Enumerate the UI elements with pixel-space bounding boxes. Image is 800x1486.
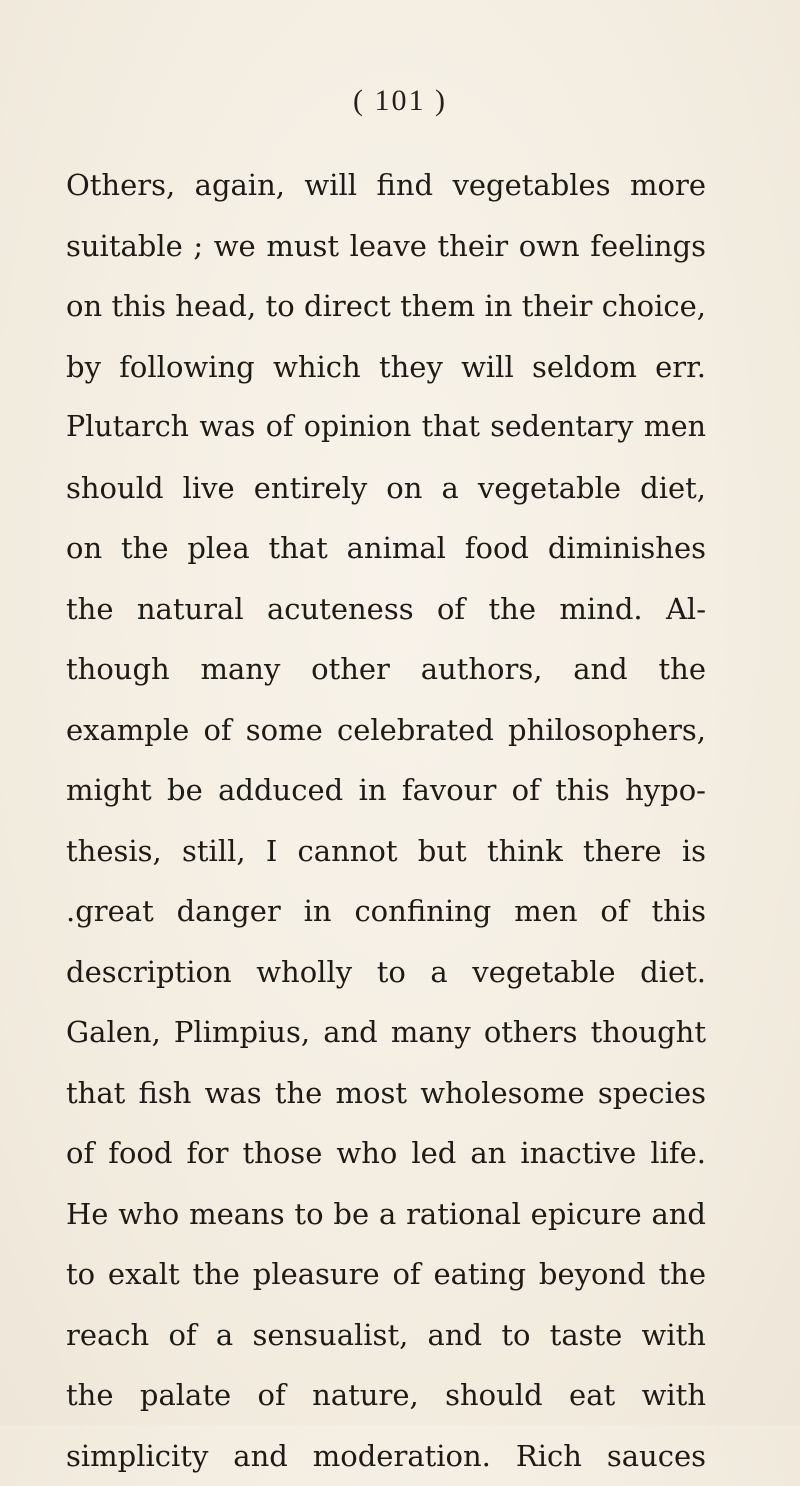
text-line: though many other authors, and the [66,639,706,700]
text-line: the palate of nature, should eat with [66,1365,706,1426]
text-line: on the plea that animal food diminishes [66,518,706,579]
text-line: the natural acuteness of the mind. Al- [66,579,706,640]
text-line: He who means to be a rational epicure and [66,1184,706,1245]
text-line: Others, again, will find vegetables more [66,155,706,216]
text-line: .great danger in confining men of this [66,881,706,942]
text-line: reach of a sensualist, and to taste with [66,1305,706,1366]
text-line: description wholly to a vegetable diet. [66,942,706,1003]
page-number: ( 101 ) [0,84,800,118]
text-line: that fish was the most wholesome species [66,1063,706,1124]
text-line: should live entirely on a vegetable diet, [66,458,706,519]
text-line: by following which they will seldom err. [66,337,706,398]
text-line: Plutarch was of opinion that sedentary men [66,397,706,458]
text-line: on this head, to direct them in their choice, [66,276,706,337]
text-line: of food for those who led an inactive life. [66,1123,706,1184]
text-line: to exalt the pleasure of eating beyond the [66,1244,706,1305]
text-line: Galen, Plimpius, and many others thought [66,1002,706,1063]
text-line: suitable ; we must leave their own feelings [66,216,706,277]
text-line: thesis, still, I cannot but think there is [66,821,706,882]
text-line: example of some celebrated philosophers, [66,700,706,761]
text-line: simplicity and moderation. Rich sauces [66,1426,706,1486]
text-line: might be adduced in favour of this hypo- [66,760,706,821]
body-text [66,155,706,1486]
